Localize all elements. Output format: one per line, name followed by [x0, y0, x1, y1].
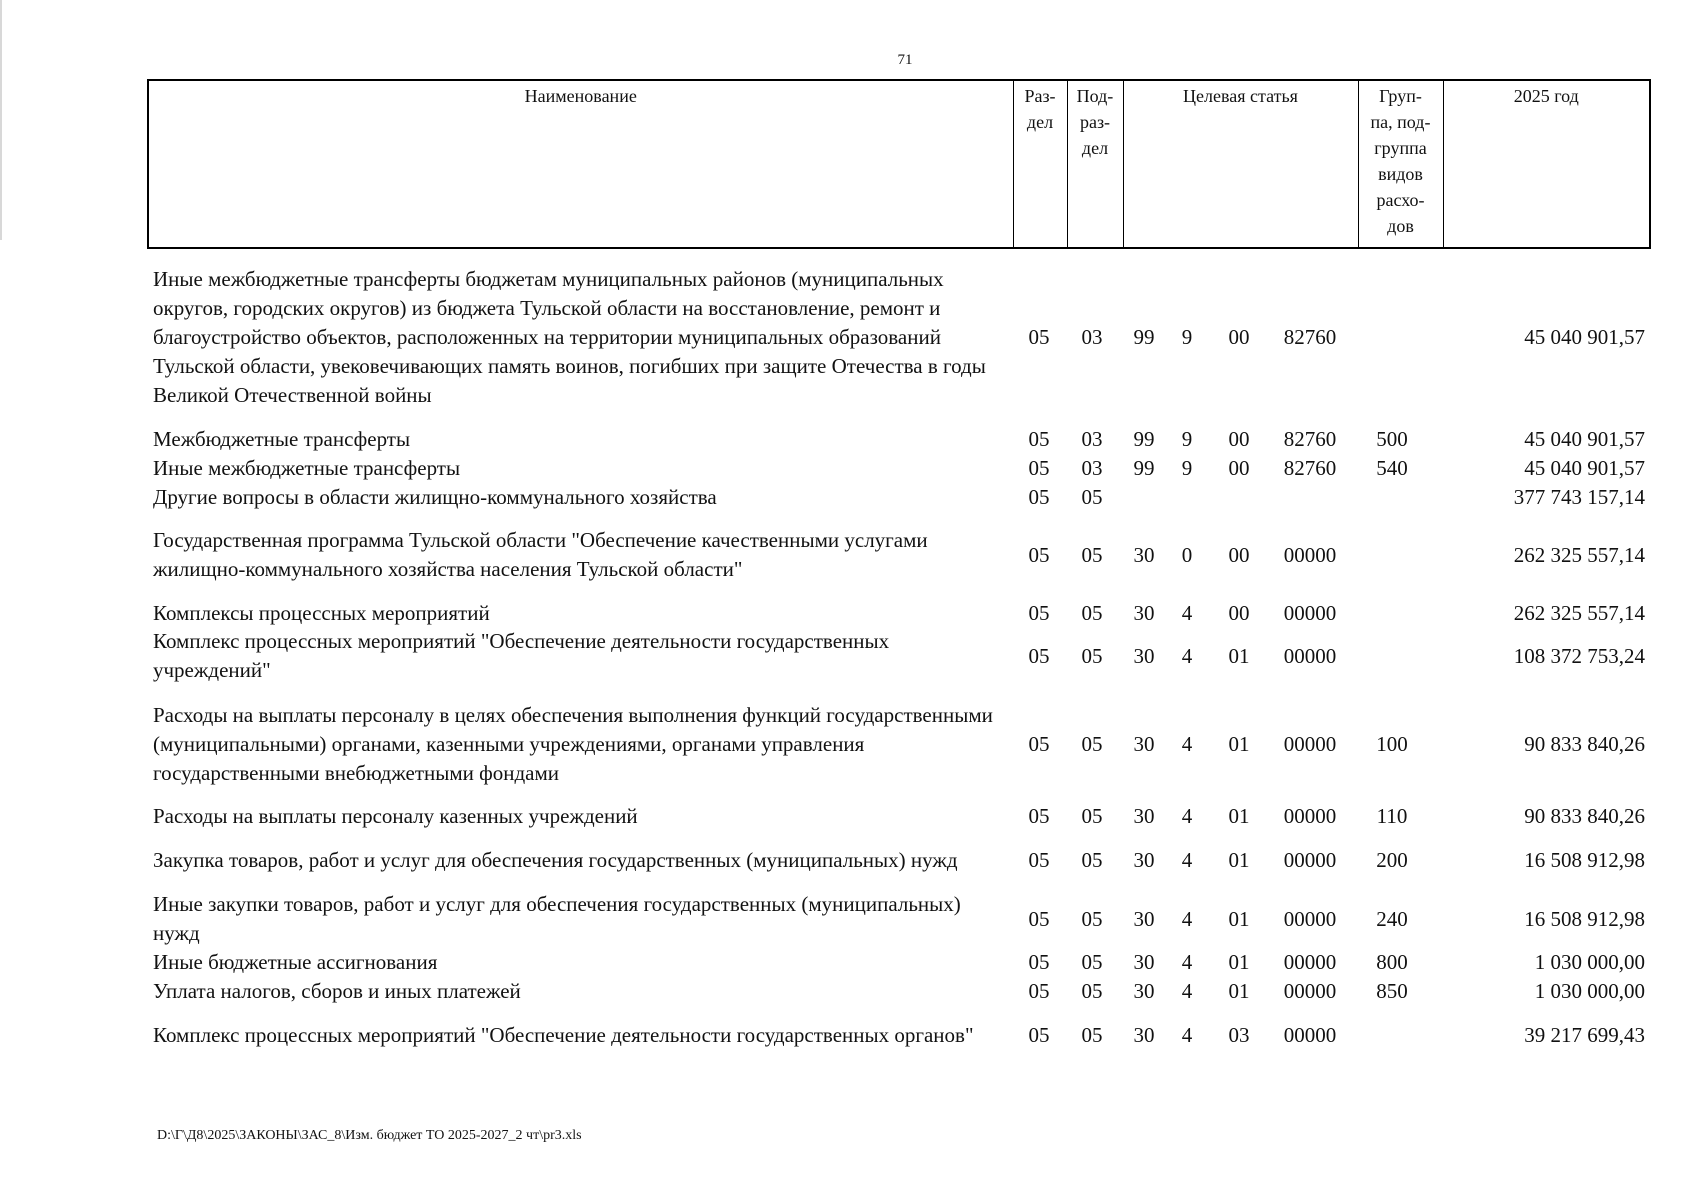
- row-razdel: 05: [1028, 979, 1050, 1003]
- row-target-2: 4: [1181, 601, 1193, 625]
- row-amount: 1 030 000,00: [1534, 950, 1645, 974]
- row-podrazdel: 05: [1081, 643, 1103, 668]
- row-target-2: 9: [1181, 427, 1193, 451]
- file-path-footer: D:\Г\Д8\2025\ЗАКОНЫ\ЗАС_8\Изм. бюджет ТО 2025-2027_2 чт\pr3.xls: [157, 1128, 582, 1143]
- row-podrazdel: 05: [1081, 979, 1103, 1003]
- row-amount: 45 040 901,57: [1524, 456, 1645, 480]
- row-target-4: 00000: [1283, 979, 1337, 1003]
- row-target-3: 00: [1228, 456, 1250, 480]
- row-amount: 45 040 901,57: [1524, 427, 1645, 451]
- row-razdel: 05: [1028, 643, 1050, 668]
- table-row: [147, 425, 1649, 454]
- row-podrazdel: 05: [1081, 906, 1103, 931]
- row-podrazdel: 05: [1081, 731, 1103, 756]
- row-razdel: 05: [1028, 485, 1050, 509]
- row-name: Государственная программа Тульской области "Обеспечение качественными услугами жилищно-коммунального хозяйства населения Тульской области": [153, 528, 928, 581]
- row-target-1: 99: [1133, 427, 1155, 451]
- row-podrazdel: 03: [1081, 324, 1103, 349]
- row-podrazdel: 05: [1081, 847, 1103, 872]
- table-row: [147, 700, 1649, 788]
- row-target-4: 82760: [1283, 456, 1337, 480]
- row-target-1: 30: [1133, 601, 1155, 625]
- row-target-3: 00: [1228, 324, 1250, 349]
- row-razdel: 05: [1028, 950, 1050, 974]
- row-target-1: 30: [1133, 979, 1155, 1003]
- row-target-4: 00000: [1283, 804, 1337, 828]
- row-target-4: 00000: [1283, 847, 1337, 872]
- row-razdel: 05: [1028, 731, 1050, 756]
- row-razdel: 05: [1028, 456, 1050, 480]
- table-row: [147, 948, 1649, 977]
- header-target-article: Целевая статья: [1123, 80, 1358, 248]
- header-year: 2025 год: [1443, 80, 1650, 248]
- row-amount: 90 833 840,26: [1524, 731, 1645, 756]
- row-name: Уплата налогов, сборов и иных платежей: [153, 979, 521, 1003]
- row-razdel: 05: [1028, 427, 1050, 451]
- row-name: Другие вопросы в области жилищно-коммунального хозяйства: [153, 485, 717, 509]
- row-podrazdel: 05: [1081, 601, 1103, 625]
- row-target-1: 30: [1133, 731, 1155, 756]
- row-target-2: 4: [1181, 906, 1193, 931]
- row-podrazdel: 03: [1081, 427, 1103, 451]
- row-target-1: 30: [1133, 804, 1155, 828]
- row-target-2: 9: [1181, 456, 1193, 480]
- row-expense-group: 800: [1376, 950, 1408, 974]
- row-name: Комплекс процессных мероприятий "Обеспечение деятельности государственных органов": [153, 1022, 974, 1047]
- row-target-3: 03: [1228, 1022, 1250, 1047]
- table-row: [147, 454, 1649, 483]
- row-expense-group: 540: [1376, 456, 1408, 480]
- row-podrazdel: 05: [1081, 542, 1103, 567]
- row-name: Расходы на выплаты персоналу казенных учреждений: [153, 804, 638, 828]
- row-podrazdel: 05: [1081, 485, 1103, 509]
- row-target-2: 9: [1181, 324, 1193, 349]
- row-target-4: 00000: [1283, 643, 1337, 668]
- page-number: 71: [897, 52, 913, 68]
- row-target-2: 4: [1181, 1022, 1193, 1047]
- row-target-3: 00: [1228, 601, 1250, 625]
- row-target-2: 4: [1181, 731, 1193, 756]
- row-target-2: 4: [1181, 950, 1193, 974]
- header-razdel: Раз- дел: [1013, 80, 1067, 248]
- row-target-1: 30: [1133, 950, 1155, 974]
- row-target-1: 99: [1133, 456, 1155, 480]
- scan-margin-line: [0, 0, 2, 240]
- row-target-3: 01: [1228, 643, 1250, 668]
- header-expense-group: Груп- па, под- группа видов расхо- дов: [1358, 80, 1443, 248]
- header-podrazdel: Под- раз- дел: [1067, 80, 1123, 248]
- table-row: [147, 977, 1649, 1006]
- row-name: Межбюджетные трансферты: [153, 427, 411, 451]
- row-target-2: 4: [1181, 979, 1193, 1003]
- row-target-3: 00: [1228, 427, 1250, 451]
- row-target-3: 01: [1228, 731, 1250, 756]
- row-target-4: 00000: [1283, 731, 1337, 756]
- row-target-1: 30: [1133, 542, 1155, 567]
- table-row: [147, 890, 1649, 948]
- row-target-1: 30: [1133, 1022, 1155, 1047]
- row-name: Иные бюджетные ассигнования: [153, 950, 438, 974]
- row-amount: 90 833 840,26: [1524, 804, 1645, 828]
- row-expense-group: 240: [1376, 906, 1408, 931]
- row-amount: 1 030 000,00: [1534, 979, 1645, 1003]
- table-row: [147, 262, 1649, 412]
- row-target-3: 01: [1228, 979, 1250, 1003]
- row-podrazdel: 05: [1081, 950, 1103, 974]
- row-target-4: 82760: [1283, 324, 1337, 349]
- row-target-3: 01: [1228, 804, 1250, 828]
- header-name: Наименование: [148, 80, 1013, 248]
- row-target-2: 4: [1181, 804, 1193, 828]
- row-podrazdel: 05: [1081, 1022, 1103, 1047]
- row-target-4: 00000: [1283, 1022, 1337, 1047]
- row-razdel: 05: [1028, 906, 1050, 931]
- table-row: [147, 1006, 1649, 1064]
- row-target-3: 01: [1228, 906, 1250, 931]
- row-amount: 39 217 699,43: [1524, 1022, 1645, 1047]
- row-target-3: 00: [1228, 542, 1250, 567]
- row-target-4: 00000: [1283, 542, 1337, 567]
- table-row: [147, 483, 1649, 512]
- row-target-2: 4: [1181, 643, 1193, 668]
- row-podrazdel: 03: [1081, 456, 1103, 480]
- row-name: Комплекс процессных мероприятий "Обеспечение деятельности государственных учреждений": [153, 629, 890, 682]
- table-row: [147, 599, 1649, 628]
- row-target-4: 00000: [1283, 906, 1337, 931]
- row-amount: 108 372 753,24: [1513, 643, 1645, 668]
- row-amount: 16 508 912,98: [1524, 906, 1645, 931]
- row-razdel: 05: [1028, 1022, 1050, 1047]
- row-target-4: 00000: [1283, 601, 1337, 625]
- row-expense-group: 200: [1376, 847, 1408, 872]
- row-podrazdel: 05: [1081, 804, 1103, 828]
- row-expense-group: 100: [1376, 731, 1408, 756]
- row-target-2: 0: [1181, 542, 1193, 567]
- row-amount: 262 325 557,14: [1513, 542, 1645, 567]
- row-name: Расходы на выплаты персоналу в целях обеспечения выполнения функций государственными (муниципальными) органами, казенными учреждениями, органами управления государственными внебюджетными фондами: [153, 702, 993, 785]
- table-row: [147, 627, 1649, 685]
- table-row: [147, 831, 1649, 889]
- row-amount: 262 325 557,14: [1513, 601, 1645, 625]
- row-target-1: 99: [1133, 324, 1155, 349]
- row-expense-group: 110: [1376, 804, 1408, 828]
- row-expense-group: 850: [1376, 979, 1408, 1003]
- row-amount: 16 508 912,98: [1524, 847, 1645, 872]
- row-razdel: 05: [1028, 324, 1050, 349]
- row-target-4: 82760: [1283, 427, 1337, 451]
- row-razdel: 05: [1028, 847, 1050, 872]
- row-target-3: 01: [1228, 847, 1250, 872]
- row-razdel: 05: [1028, 601, 1050, 625]
- row-target-4: 00000: [1283, 950, 1337, 974]
- row-target-1: 30: [1133, 643, 1155, 668]
- row-expense-group: 500: [1376, 427, 1408, 451]
- row-name: Закупка товаров, работ и услуг для обеспечения государственных (муниципальных) нужд: [153, 847, 958, 872]
- row-amount: 377 743 157,14: [1513, 485, 1645, 509]
- row-name: Комплексы процессных мероприятий: [153, 601, 490, 625]
- row-name: Иные межбюджетные трансферты: [153, 456, 461, 480]
- table-row: [147, 525, 1649, 585]
- row-razdel: 05: [1028, 542, 1050, 567]
- row-name: Иные закупки товаров, работ и услуг для обеспечения государственных (муниципальных) нужд: [153, 892, 961, 945]
- row-razdel: 05: [1028, 804, 1050, 828]
- row-name: Иные межбюджетные трансферты бюджетам муниципальных районов (муниципальных округов, городских округов) из бюджета Тульской области на восстановление, ремонт и благоустройство объектов, расположенных на территории муниципальных образований Тульской области, увековечивающих память воинов, погибших при защите Отечества в годы Великой Отечественной войны: [153, 266, 986, 407]
- row-amount: 45 040 901,57: [1524, 324, 1645, 349]
- row-target-3: 01: [1228, 950, 1250, 974]
- row-target-1: 30: [1133, 847, 1155, 872]
- table-header: [147, 79, 1651, 249]
- table-row: [147, 802, 1649, 831]
- row-target-2: 4: [1181, 847, 1193, 872]
- row-target-1: 30: [1133, 906, 1155, 931]
